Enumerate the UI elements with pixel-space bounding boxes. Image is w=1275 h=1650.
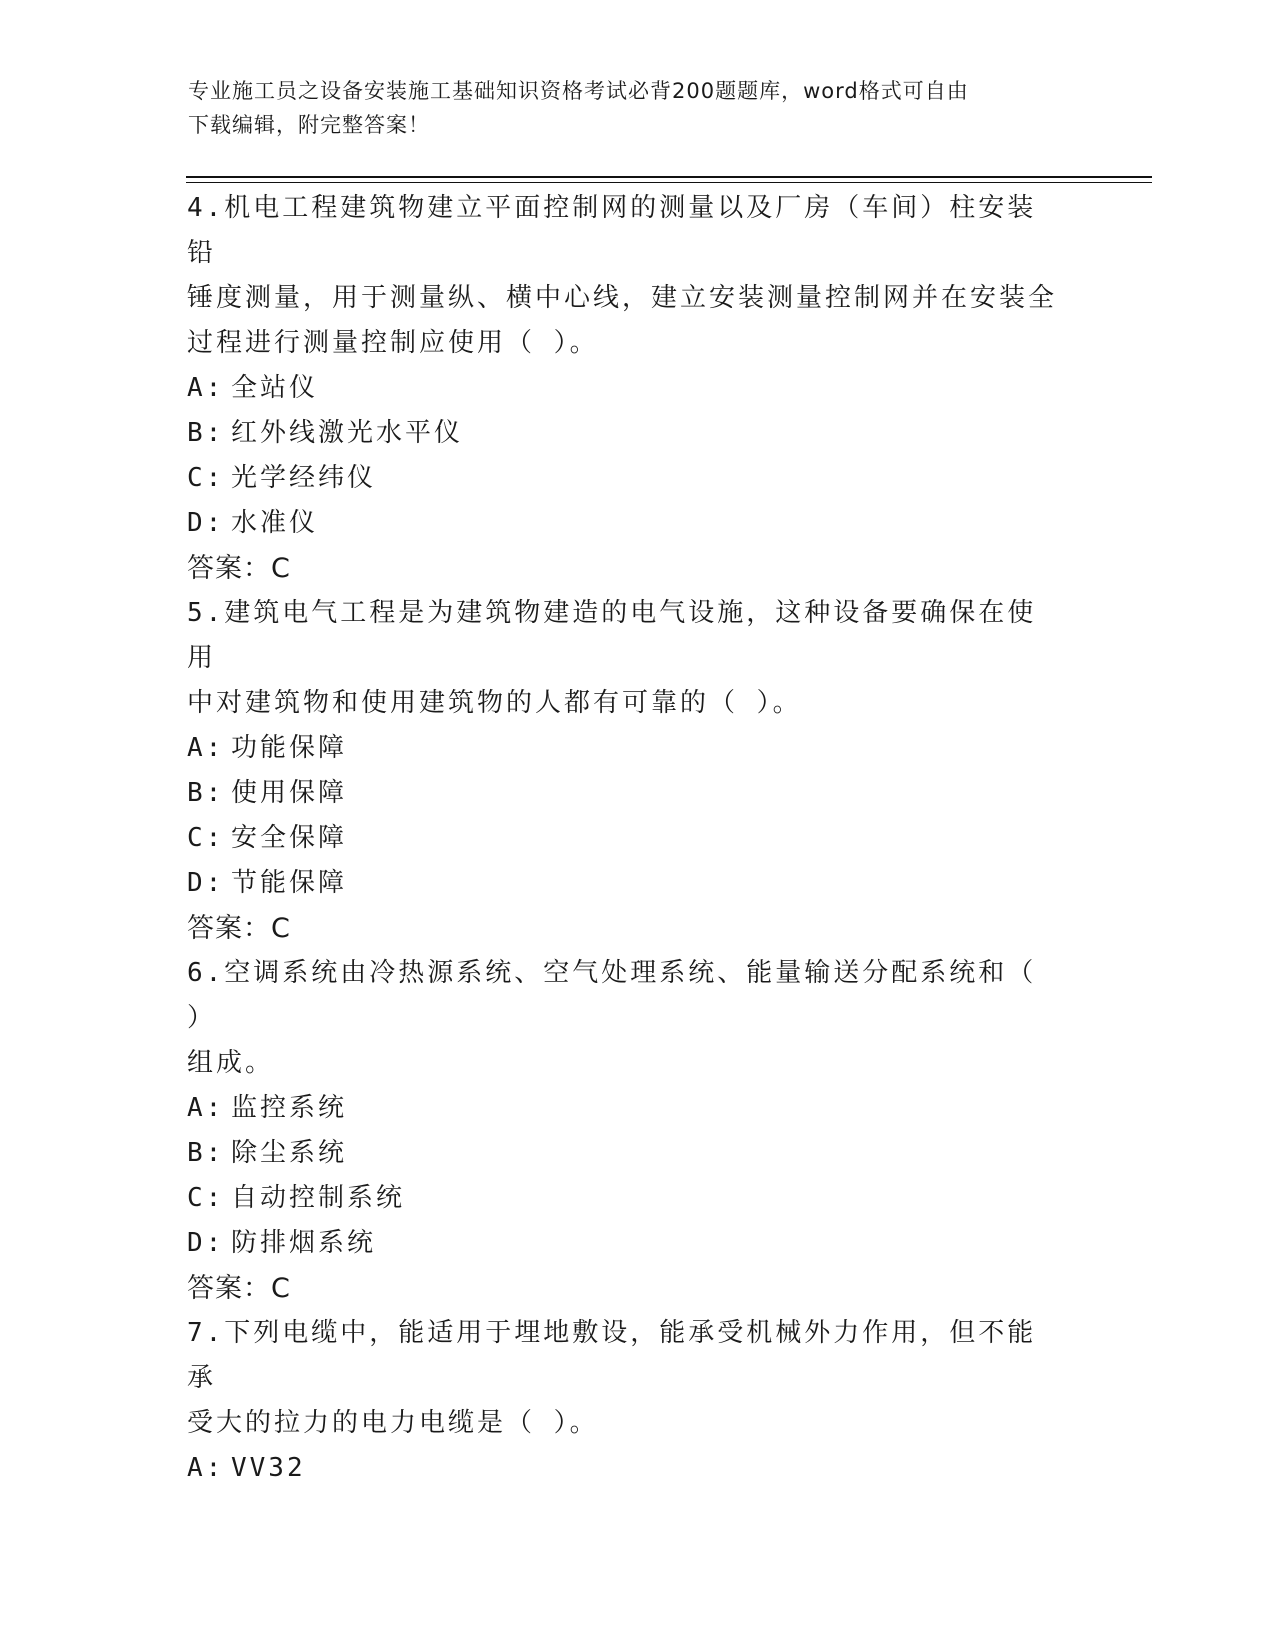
answer-line: 答案：C <box>187 553 291 584</box>
option-text: 除尘系统 <box>231 1138 348 1168</box>
option-letter: B: <box>187 418 225 448</box>
option-letter: C: <box>187 823 225 853</box>
option-text: 全站仪 <box>231 373 319 403</box>
option-letter: B: <box>187 778 225 808</box>
option-letter: A: <box>187 1453 225 1483</box>
option-a <box>187 726 1057 771</box>
option-text: 使用保障 <box>231 778 348 808</box>
option-d <box>187 1221 1057 1266</box>
option-text: 节能保障 <box>231 868 348 898</box>
question-stem-line: 4.机电工程建筑物建立平面控制网的测量以及厂房（车间）柱安装铅 <box>187 193 1037 268</box>
header-divider-thick <box>186 176 1152 178</box>
option-text: 光学经纬仪 <box>231 463 377 493</box>
question-stem-line: 过程进行测量控制应使用（ ）。 <box>187 328 599 358</box>
question-stem-line: 7.下列电缆中，能适用于埋地敷设，能承受机械外力作用，但不能承 <box>187 1318 1037 1393</box>
option-c <box>187 1176 1057 1221</box>
question-7 <box>187 1311 1057 1491</box>
question-stem-line: 受大的拉力的电力电缆是（ ）。 <box>187 1408 599 1438</box>
option-letter: A: <box>187 373 225 403</box>
question-stem-line: 5.建筑电气工程是为建筑物建造的电气设施，这种设备要确保在使用 <box>187 598 1037 673</box>
option-text: 红外线激光水平仪 <box>231 418 464 448</box>
option-a <box>187 366 1057 411</box>
option-text: 防排烟系统 <box>231 1228 377 1258</box>
option-b <box>187 771 1057 816</box>
option-b <box>187 1131 1057 1176</box>
answer-line: 答案：C <box>187 1273 291 1304</box>
question-5 <box>187 591 1057 951</box>
option-text: VV32 <box>231 1453 306 1483</box>
option-letter: C: <box>187 463 225 493</box>
option-c <box>187 816 1057 861</box>
header-line-2: 下载编辑，附完整答案！ <box>188 113 430 137</box>
option-c <box>187 456 1057 501</box>
option-letter: D: <box>187 868 225 898</box>
option-text: 自动控制系统 <box>231 1183 406 1213</box>
option-letter: B: <box>187 1138 225 1168</box>
option-text: 监控系统 <box>231 1093 348 1123</box>
option-a <box>187 1446 1057 1491</box>
option-letter: C: <box>187 1183 225 1213</box>
option-letter: D: <box>187 508 225 538</box>
option-letter: D: <box>187 1228 225 1258</box>
option-a <box>187 1086 1057 1131</box>
question-stem-line: 中对建筑物和使用建筑物的人都有可靠的（ ）。 <box>187 688 802 718</box>
question-stem-line: 组成。 <box>187 1048 275 1078</box>
option-letter: A: <box>187 1093 225 1123</box>
question-stem-line: 6.空调系统由冷热源系统、空气处理系统、能量输送分配系统和（ ） <box>187 958 1037 1033</box>
header-line-1: 专业施工员之设备安装施工基础知识资格考试必背200题题库，word格式可自由 <box>188 79 969 103</box>
option-text: 安全保障 <box>231 823 348 853</box>
document-header <box>188 74 1068 142</box>
question-stem-line: 锤度测量，用于测量纵、横中心线，建立安装测量控制网并在安装全 <box>187 283 1058 313</box>
option-d <box>187 861 1057 906</box>
header-divider-thin <box>186 182 1152 183</box>
option-letter: A: <box>187 733 225 763</box>
question-6 <box>187 951 1057 1311</box>
option-text: 功能保障 <box>231 733 348 763</box>
option-d <box>187 501 1057 546</box>
answer-line: 答案：C <box>187 913 291 944</box>
option-text: 水准仪 <box>231 508 319 538</box>
option-b <box>187 411 1057 456</box>
question-4 <box>187 186 1057 591</box>
